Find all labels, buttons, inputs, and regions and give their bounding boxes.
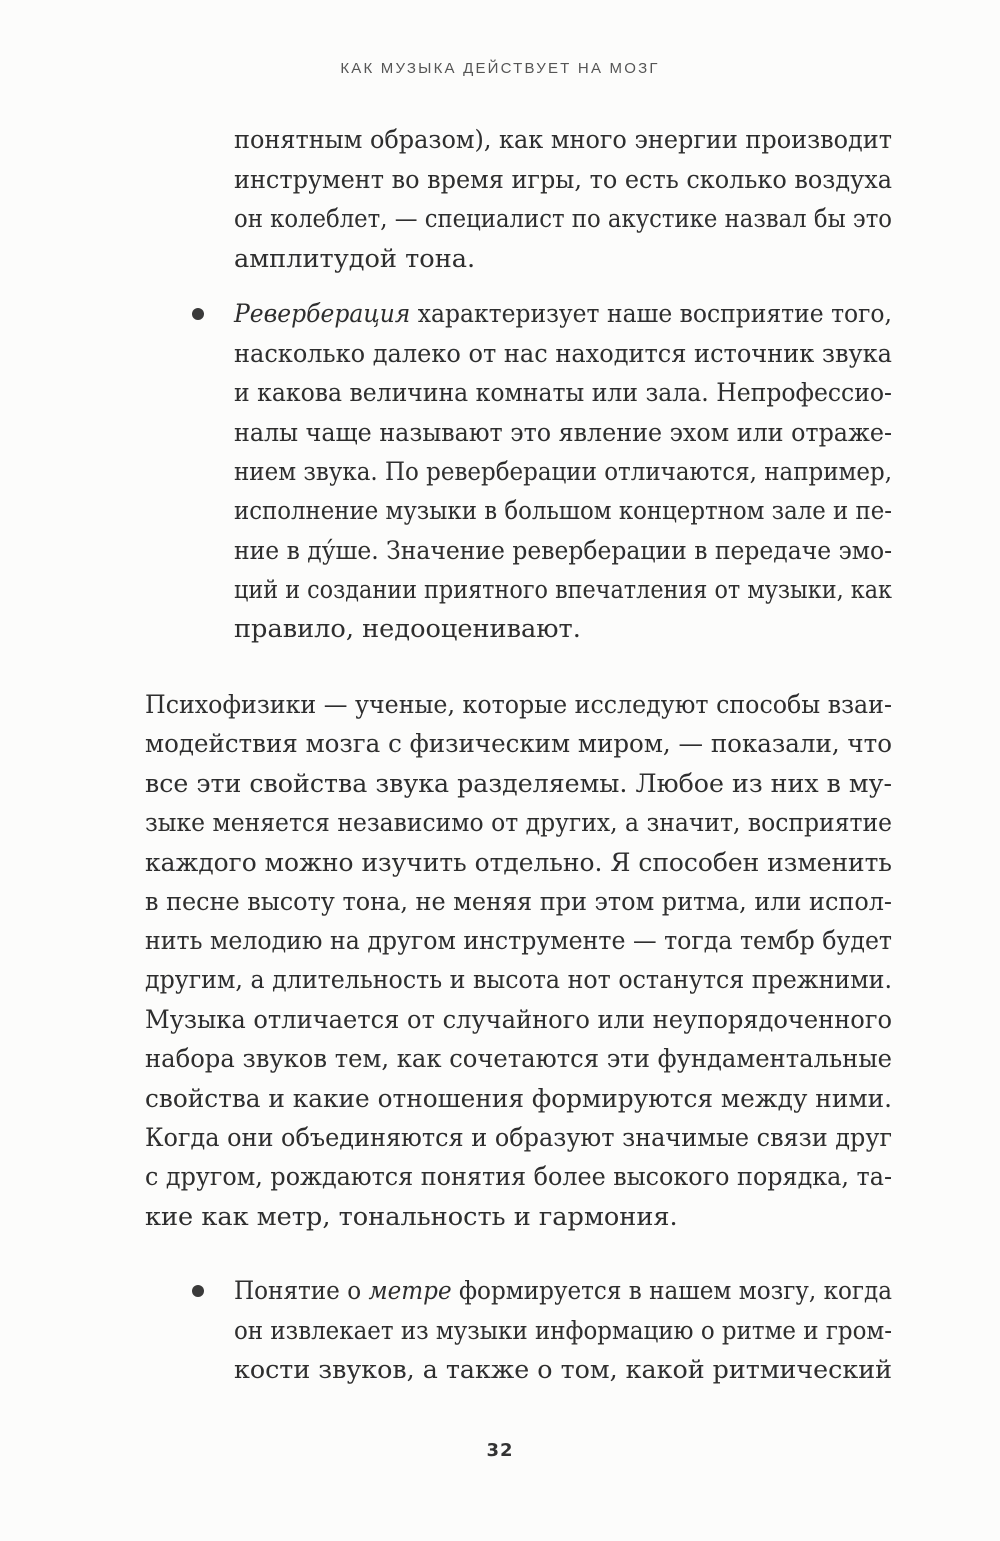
term-metre: метре [368, 1276, 452, 1306]
text-line: Когда они объединяются и образуют значимые связи друг [145, 1123, 892, 1153]
text-line: кие как метр, тональность и гармония. [145, 1202, 678, 1232]
term-reverberation: Реверберация [234, 299, 411, 329]
text-line: модействия мозга с физическим миром, — показали, что [145, 729, 892, 759]
text-line: ние в ду́ше. Значение реверберации в передаче эмо- [234, 536, 892, 566]
text-line: в песне высоту тона, не меняя при этом ритма, или испол- [145, 887, 892, 917]
text-line: свойства и какие отношения формируются между ними. [145, 1084, 892, 1114]
bullet-dot [192, 308, 204, 320]
text-line: Реверберация характеризует наше восприятие того, [234, 299, 892, 329]
text-line: он колеблет, — специалист по акустике назвал бы это [234, 204, 892, 234]
text-line: все эти свойства звука разделяемы. Любое из них в му- [145, 769, 892, 799]
text-line: ций и создании приятного впечатления от музыки, как [234, 575, 892, 605]
text-line: исполнение музыки в большом концертном зале и пе- [234, 496, 892, 526]
page-number: 32 [486, 1440, 514, 1461]
text-line: насколько далеко от нас находится источник звука [234, 339, 892, 369]
text-line: другим, а длительность и высота нот останутся прежними. [145, 965, 892, 995]
text-line: набора звуков тем, как сочетаются эти фундаментальные [145, 1044, 892, 1074]
text-line: правило, недооценивают. [234, 614, 581, 644]
text-line: Психофизики — ученые, которые исследуют способы взаи- [145, 690, 892, 720]
text-line: налы чаще называют это явление эхом или отраже- [234, 418, 892, 448]
bullet-dot [192, 1285, 204, 1297]
text-line: и какова величина комнаты или зала. Непрофессио- [234, 378, 892, 408]
text-line: каждого можно изучить отдельно. Я способен изменить [145, 848, 892, 878]
text-line: зыке меняется независимо от других, а значит, восприятие [145, 808, 892, 838]
text-line: понятным образом), как много энергии производит [234, 125, 892, 155]
running-head: КАК МУЗЫКА ДЕЙСТВУЕТ НА МОЗГ [340, 60, 660, 77]
text-line: нием звука. По реверберации отличаются, например, [234, 457, 892, 487]
text-line: он извлекает из музыки информацию о ритме и гром- [234, 1316, 892, 1346]
text-line: инструмент во время игры, то есть сколько воздуха [234, 165, 892, 195]
text-line: Музыка отличается от случайного или неупорядоченного [145, 1005, 892, 1035]
text-line: нить мелодию на другом инструменте — тогда тембр будет [145, 926, 892, 956]
text-line: кости звуков, а также о том, какой ритмический [234, 1355, 892, 1385]
text-line: с другом, рождаются понятия более высокого порядка, та- [145, 1162, 892, 1192]
text-line: Понятие о метре формируется в нашем мозгу, когда [234, 1276, 892, 1306]
text-line: амплитудой тона. [234, 244, 476, 274]
